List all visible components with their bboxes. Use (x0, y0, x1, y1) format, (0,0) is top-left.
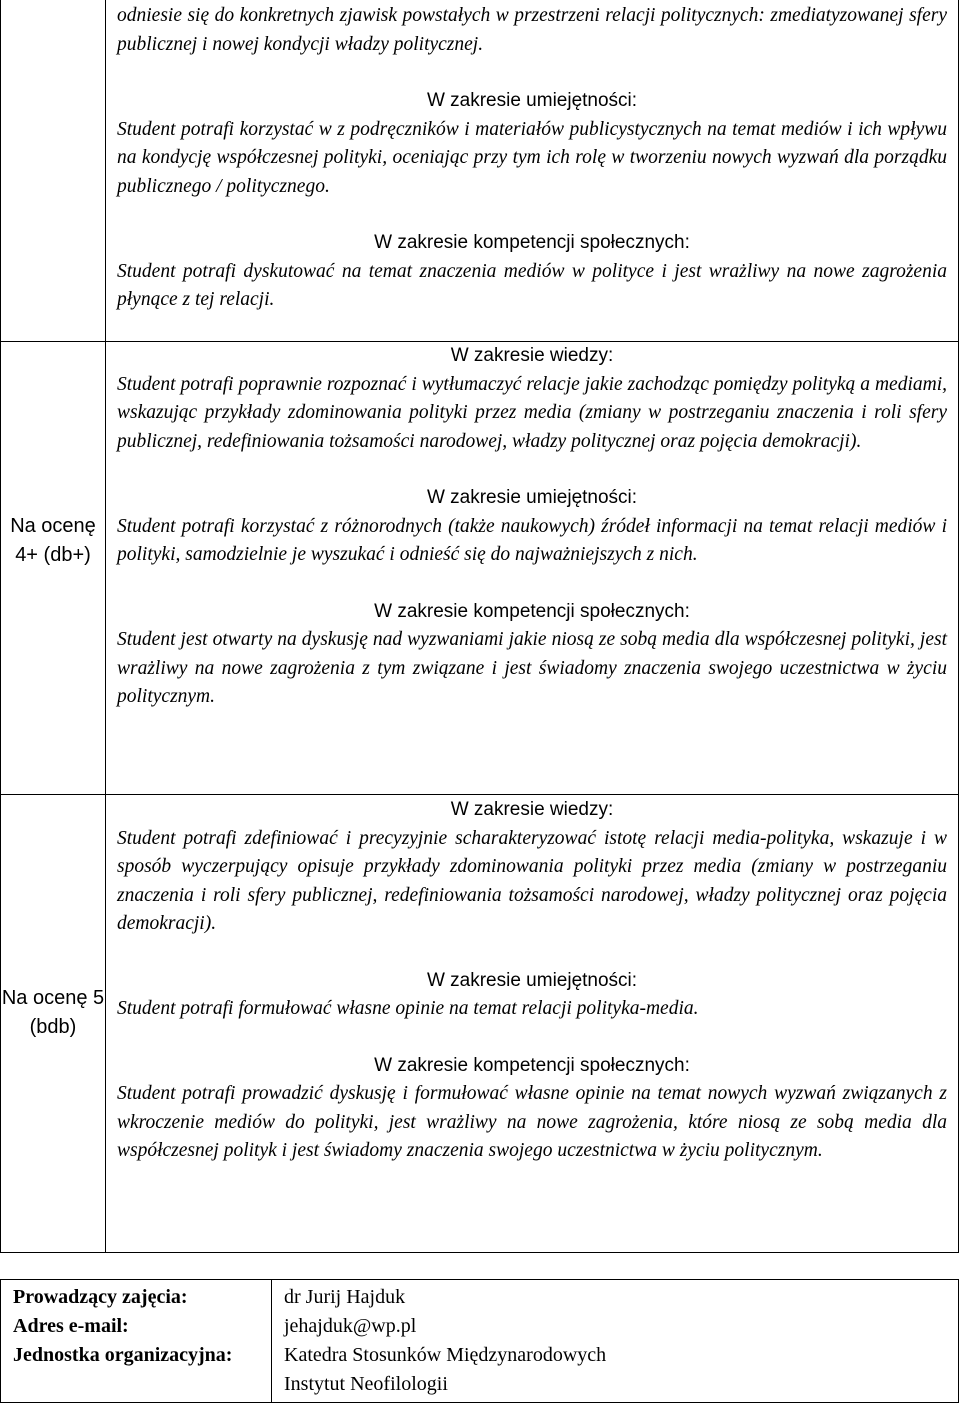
knowledge-heading: W zakresie wiedzy: (450, 345, 614, 366)
grade-row-continued (117, 2, 947, 315)
course-info-table (0, 1279, 959, 1403)
unit-value-line1: Katedra Stosunków Międzynarodowych (284, 1344, 607, 1366)
grade-row-5 (117, 796, 947, 1166)
skills-text: Student potrafi korzystać w z podręczników i materiałów publicystycznych na temat mediów i ich wpływu na kondycję współczesnej polityki, oceniając przy tym ich rolę w tworzeniu nowych wyzwań dla porządku publicznego / politycznego. (117, 118, 947, 197)
grade-label-4plus: Na ocenę 4+ (db+) (10, 515, 96, 566)
email-value[interactable]: jehajduk@wp.pl (284, 1315, 417, 1337)
unit-value-line2: Instytut Neofilologii (284, 1373, 448, 1395)
column-divider (105, 0, 106, 1252)
grade-label-5: Na ocenę 5 (bdb) (1, 987, 105, 1038)
skills-heading: W zakresie umiejętności: (426, 487, 638, 508)
social-competence-heading: W zakresie kompetencji społecznych: (374, 1054, 690, 1076)
knowledge-text: odniesie się do konkretnych zjawisk powstałych w przestrzeni relacji politycznych: zmediatyzowanej sfery publicznej i nowej kondycji władzy politycznej. (117, 5, 947, 55)
knowledge-text: Student potrafi poprawnie rozpoznać i wytłumaczyć relacje jakie zachodząc pomiędzy polityką a mediami, wskazując przykłady zdominowania polityki przez media (zmiany w postrzeganiu znaczenia i roli sfery publicznej, redefiniowania tożsamości narodowej, władzy politycznej oraz pojęcia demokracji). (117, 373, 947, 452)
social-competence-heading: W zakresie kompetencji społecznych: (374, 232, 690, 253)
instructor-value: dr Jurij Hajduk (284, 1286, 406, 1308)
social-competence-heading: W zakresie kompetencji społecznych: (374, 600, 690, 622)
column-divider (271, 1280, 272, 1402)
skills-text: Student potrafi korzystać z różnorodnych (także naukowych) źródeł informacji na temat relacji mediów i polityki, samodzielnie je wyszukać i odnieść się do najważniejszych z nich. (117, 515, 947, 565)
knowledge-text: Student potrafi zdefiniować i precyzyjnie scharakteryzować istotę relacji media-polityka, wskazuje i w sposób wyczerpujący opisuje przykłady zdominowania polityki przez media (zmiany w postrzeganiu znaczenia i roli sfery publicznej, redefiniowania tożsamości narodowej, władzy politycznej oraz pojęcia demokracji). (117, 827, 947, 934)
social-competence-text: Student potrafi prowadzić dyskusję i formułować własne opinie na temat nowych wyzwań związanych z wkroczenie mediów do polityki, jest wrażliwy na nowe zagrożenia, które niosą ze sobą media dla współczesnej polityk i jest świadomy znaczenia swojego uczestnictwa w życiu politycznym. (117, 1083, 947, 1161)
info-values (284, 1283, 944, 1399)
social-competence-text: Student jest otwarty na dyskusję nad wyzwaniami jakie niosą ze sobą media dla współczesnej polityki, jest wrażliwy na nowe zagrożenia z tym związane i jest świadomy znaczenia swojego uczestnictwa w życiu politycznym. (117, 629, 947, 707)
skills-heading: W zakresie umiejętności: (426, 969, 638, 991)
grade-row-4plus (117, 342, 947, 712)
email-label: Adres e-mail: (13, 1315, 129, 1337)
social-competence-text: Student potrafi dyskutować na temat znaczenia mediów w polityce i jest wrażliwy na nowe zagrożenia płynące z tej relacji. (117, 260, 947, 310)
unit-label: Jednostka organizacyjna: (13, 1344, 233, 1366)
skills-text: Student potrafi formułować własne opinie na temat relacji polityka-media. (117, 998, 699, 1019)
info-labels (13, 1283, 268, 1370)
instructor-label: Prowadzący zajęcia: (13, 1286, 188, 1308)
skills-heading: W zakresie umiejętności: (426, 90, 638, 111)
knowledge-heading: W zakresie wiedzy: (450, 799, 614, 820)
row-divider (1, 794, 958, 795)
